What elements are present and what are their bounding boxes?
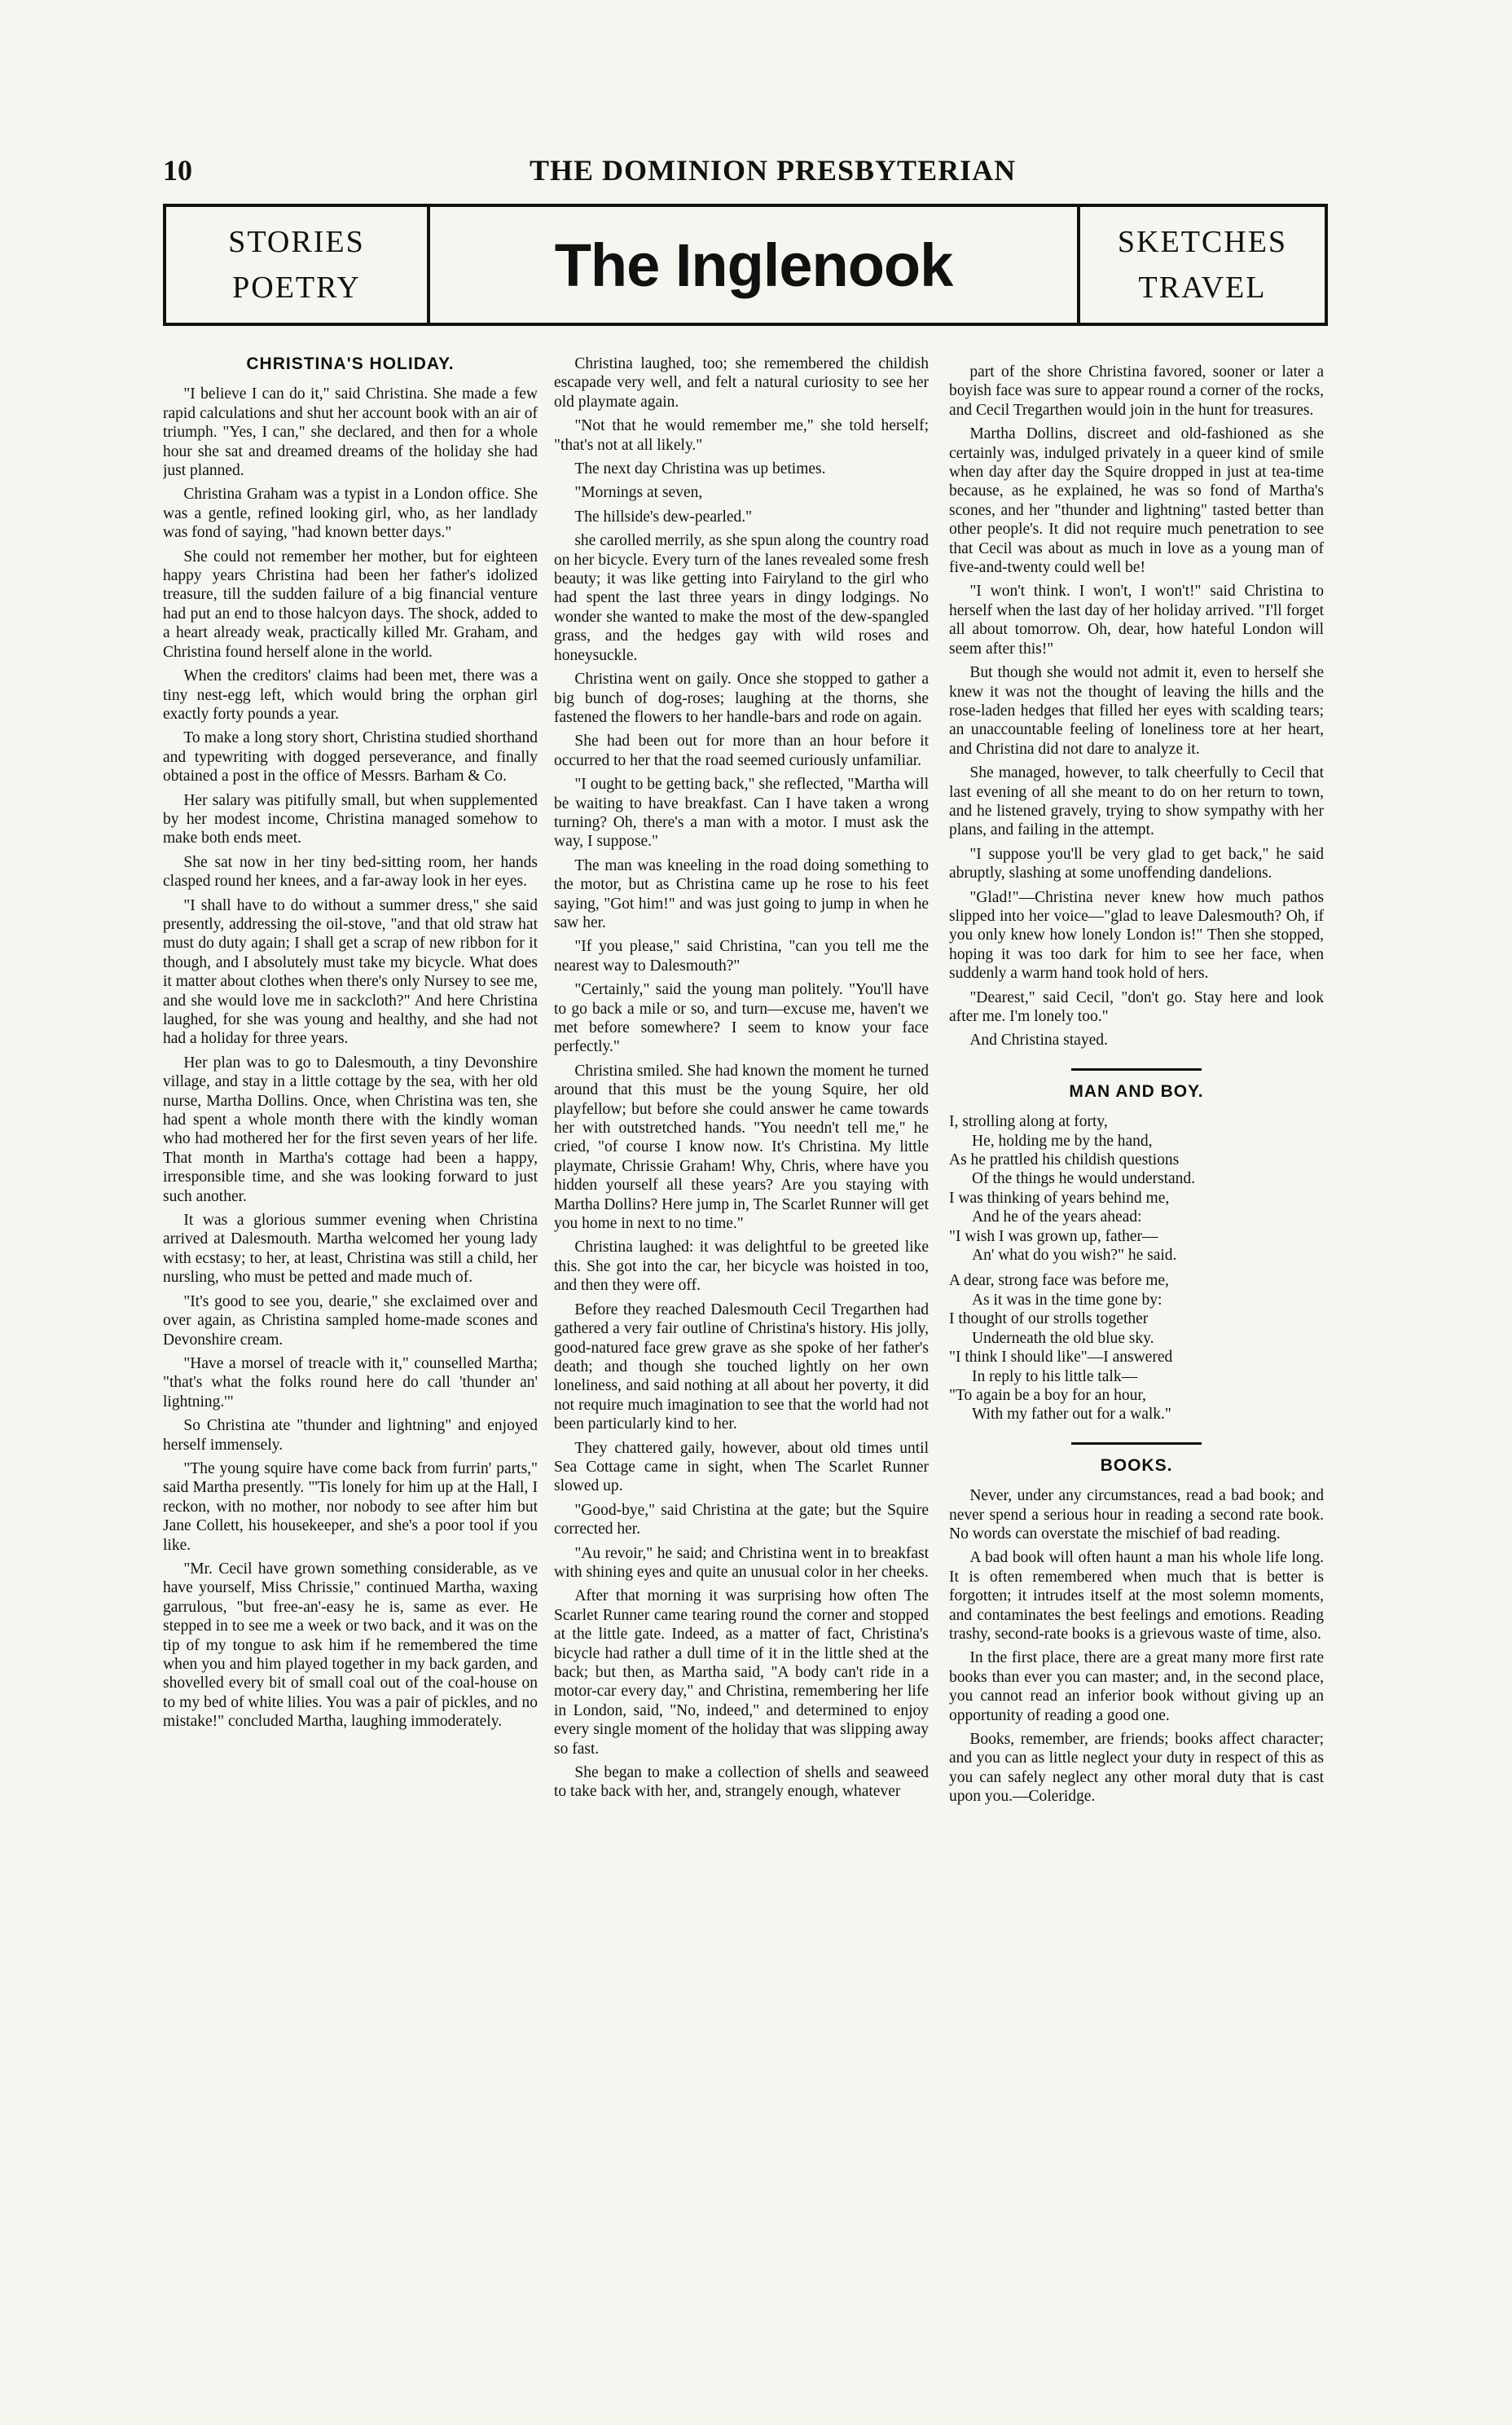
page-number: 10 <box>163 154 192 187</box>
paragraph: She began to make a collection of shells and seaweed to take back with her, and, strangely enough, whatever <box>554 1764 929 1801</box>
paragraph: "The young squire have come back from furrin' parts," said Martha presently. "'Tis lonely for him up at the Hall, I reckon, with no mother, nor nobody to see after him but Jane Collett, his housekeeper, and she's a poor tool if you like. <box>163 1459 538 1554</box>
poem-line: I, strolling along at forty, <box>949 1113 1108 1131</box>
poem-line: An' what do you wish?" he said. <box>972 1247 1177 1265</box>
poem-line: Of the things he would understand. <box>972 1170 1196 1188</box>
poem-line: "I wish I was grown up, father— <box>949 1227 1158 1245</box>
paragraph: A bad book will often haunt a man his whole life long. It is often remembered when much that is better is forgotten; it intrudes itself at the most solemn moments, and contaminates the best feelings and emotions. Reading trashy, second-rate books is a grievous waste of time, also. <box>949 1549 1324 1643</box>
paragraph: "It's good to see you, dearie," she exclaimed over and over again, as Christina sampled home-made scones and Devonshire cream. <box>163 1292 538 1349</box>
paragraph: So Christina ate "thunder and lightning" and enjoyed herself immensely. <box>163 1417 538 1454</box>
paragraph: "Have a morsel of treacle with it," counselled Martha; "that's what the folks round here do call 'thunder an' lightning.'" <box>163 1354 538 1411</box>
poem-line: As it was in the time gone by: <box>972 1291 1163 1309</box>
paragraph: Christina laughed: it was delightful to be greeted like this. She got into the car, her bicycle was hoisted in too, and then they were off. <box>554 1239 929 1295</box>
paragraph: After that morning it was surprising how often The Scarlet Runner came tearing round the corner and stopped at the little gate. Indeed, as a matter of fact, Christina's bicycle had rather a dull time of it in the little shed at the back; but then, as Martha said, "A body can't ride in a motor-car every day," and Christina, remembering her life in London, said, "No, indeed," and determined to enjoy every single moment of the holiday that was slipping away so fast. <box>554 1587 929 1758</box>
page-header <box>163 153 1328 202</box>
paragraph: "Good-bye," said Christina at the gate; but the Squire corrected her. <box>554 1501 929 1538</box>
poem-line: A dear, strong face was before me, <box>949 1272 1169 1290</box>
poem-line: In reply to his little talk— <box>972 1367 1138 1385</box>
article-heading: CHRISTINA'S HOLIDAY. <box>246 354 455 373</box>
article-heading: MAN AND BOY. <box>1069 1081 1204 1101</box>
poem-stanza <box>949 1271 1324 1424</box>
text-column-3 <box>949 363 1324 2229</box>
banner-left-box <box>166 207 430 323</box>
paragraph: "I ought to be getting back," she reflected, "Martha will be waiting to have breakfast. Can I have taken a wrong turning? Oh, there's a man with a motor. I must ask the way, I suppose." <box>554 776 929 851</box>
poem-line: He, holding me by the hand, <box>972 1132 1153 1150</box>
poem-line: "To again be a boy for an hour, <box>949 1386 1146 1404</box>
banner-right-box <box>1077 207 1325 323</box>
text-column-2 <box>554 354 929 2241</box>
paragraph: In the first place, there are a great many more first rate books than ever you can master; and, in the second place, you cannot read an inferior book without giving up an opportunity of reading a good one. <box>949 1649 1324 1724</box>
paragraph: "Glad!"—Christina never knew how much pathos slipped into her voice—"glad to leave Dalesmouth? Oh, if you only knew how lonely London is!" Then she stopped, hoping it was too dark for him to see her face, when suddenly a warm hand took hold of hers. <box>949 888 1324 983</box>
paragraph: But though she would not admit it, even to herself she knew it was not the thought of leaving the hills and the rose-laden hedges that filled her eyes with scalding tears; an unaccountable feeling of loneliness tore at her heart, and Christina did not dare to analyze it. <box>949 664 1324 758</box>
paragraph: "Dearest," said Cecil, "don't go. Stay here and look after me. I'm lonely too." <box>949 988 1324 1025</box>
banner-label-poetry: POETRY <box>232 271 361 305</box>
banner-label-travel: TRAVEL <box>1138 271 1267 305</box>
paragraph: She had been out for more than an hour before it occurred to her that the road seemed curiously unfamiliar. <box>554 733 929 769</box>
article-heading: BOOKS. <box>1100 1455 1173 1475</box>
paragraph: "Not that he would remember me," she told herself; "that's not at all likely." <box>554 417 929 454</box>
paragraph: Her plan was to go to Dalesmouth, a tiny Devonshire village, and stay in a little cottage by the sea, with her old nurse, Martha Dollins. Once, when Christina was ten, she had spent a whole month there with the kindly woman who had mothered her for the first seven years of her life. That month in Martha's cottage had been a happy, irresponsible time, and she was looking forward to just such another. <box>163 1054 538 1205</box>
paragraph: It was a glorious summer evening when Christina arrived at Dalesmouth. Martha welcomed her young lady with ecstasy; to her, at least, Christina was still a child, her nursling, who must be petted and made much of. <box>163 1212 538 1287</box>
paragraph: And Christina stayed. <box>969 1032 1108 1050</box>
paragraph: She could not remember her mother, but for eighteen happy years Christina had been her father's idolized treasure, till the sudden failure of a big financial venture had put an end to those halcyon days. The shock, added to a heart already weak, practically killed Mr. Graham, and Christina found herself alone in the world. <box>163 548 538 661</box>
poem-stanza <box>949 1112 1324 1265</box>
paragraph: "Certainly," said the young man politely. "You'll have to go back a mile or so, and turn—excuse me, haven't we met before somewhere? I seem to know your face perfectly." <box>554 981 929 1056</box>
paragraph: Books, remember, are friends; books affect character; and you can as little neglect your duty in respect of this as you can safely neglect any other moral duty that is cast upon you.—Coleridge. <box>949 1731 1324 1806</box>
poem-line: And he of the years ahead: <box>972 1208 1142 1226</box>
paragraph: The hillside's dew-pearled." <box>574 508 753 526</box>
paragraph: "Mr. Cecil have grown something considerable, as ve have yourself, Miss Chrissie," continued Martha, waxing garrulous, "but free-an'-easy he is, same as ever. He stepped in to see me a week or two back, and it was on the tip of my tongue to ask him if he remembered the time when you and him played together in my back garden, and shovelled every bit of small coal out of the coal-house on to my bed of white lilies. You was a pair of pickles, and no mistake!" concluded Martha, laughing immoderately. <box>163 1560 538 1731</box>
section-title: The Inglenook <box>554 231 953 299</box>
paragraph: Christina Graham was a typist in a London office. She was a gentle, refined looking girl, who, as her landlady was fond of saying, "had known better days." <box>163 486 538 542</box>
paragraph: "I suppose you'll be very glad to get back," he said abruptly, slashing at some unoffending dandelions. <box>949 845 1324 882</box>
banner-center <box>430 207 1077 323</box>
paragraph: They chattered gaily, however, about old times until Sea Cottage came in sight, when The Scarlet Runner slowed up. <box>554 1439 929 1495</box>
paragraph: "Mornings at seven, <box>574 484 703 502</box>
paragraph: part of the shore Christina favored, sooner or later a boyish face was sure to appear round a corner of the rocks, and Cecil Tregarthen would join in the hunt for treasures. <box>949 363 1324 419</box>
section-divider <box>1071 1442 1202 1445</box>
text-column-1 <box>163 354 538 2237</box>
poem-line: "I think I should like"—I answered <box>949 1349 1173 1367</box>
poem-line: With my father out for a walk." <box>972 1406 1171 1424</box>
banner-label-stories: STORIES <box>228 225 365 259</box>
paragraph: She managed, however, to talk cheerfully to Cecil that last evening of all she meant to do on her return to town, and he listened gravely, trying to show sympathy with her plans, and failing in the attempt. <box>949 764 1324 839</box>
paragraph: To make a long story short, Christina studied shorthand and typewriting with dogged perseverance, and finally obtained a post in the office of Messrs. Barham & Co. <box>163 729 538 786</box>
paragraph: Martha Dollins, discreet and old-fashioned as she certainly was, indulged privately in a queer kind of smile when day after day the Squire dropped in just at tea-time because, as he explained, he was so fond of Martha's scones, and her "thunder and lightning" tasted better than other people's. It did not require much penetration to see that Cecil was about as much in love as a young man of five-and-twenty could well be! <box>949 425 1324 577</box>
paragraph: The next day Christina was up betimes. <box>574 460 826 478</box>
section-banner <box>163 204 1328 326</box>
paragraph: She sat now in her tiny bed-sitting room, her hands clasped round her knees, and a far-away look in her eyes. <box>163 853 538 891</box>
paragraph: "I won't think. I won't, I won't!" said Christina to herself when the last day of her holiday arrived. "I'll forget all about tomorrow. Oh, dear, how hateful London will seem after this!" <box>949 583 1324 658</box>
poem-line: I thought of our strolls together <box>949 1310 1149 1328</box>
paragraph: "If you please," said Christina, "can you tell me the nearest way to Dalesmouth?" <box>554 938 929 975</box>
paragraph: she carolled merrily, as she spun along the country road on her bicycle. Every turn of the lanes revealed some fresh beauty; it was like getting into Fairyland to the girl who had spent the last three years in dingy lodgings. No wonder she wanted to make the most of the dew-spangled grass, and the hedges gay with wild roses and honeysuckle. <box>554 532 929 664</box>
paragraph: "Au revoir," he said; and Christina went in to breakfast with shining eyes and quite an unusual color in her cheeks. <box>554 1544 929 1581</box>
paragraph: Christina smiled. She had known the moment he turned around that this must be the young Squire, her old playfellow; but before she could answer he came towards her with outstretched hands. "You needn't tell me," he cried, "of course I know now. It's Christina. My little playmate, Chrissie Graham! Why, Chris, where have you hidden yourself all these years? Are you staying with Martha Dollins? Here jump in, The Scarlet Runner will get you home in next to no time." <box>554 1062 929 1233</box>
paragraph: When the creditors' claims had been met, there was a tiny nest-egg left, which would bring the orphan girl exactly forty pounds a year. <box>163 667 538 723</box>
paragraph: Never, under any circumstances, read a bad book; and never spend a serious hour in reading a second rate book. No words can overstate the mischief of bad reading. <box>949 1487 1324 1543</box>
paragraph: "I shall have to do without a summer dress," she said presently, addressing the oil-stove, "and that old straw hat must do duty again; I shall get a scrap of new ribbon for it though, and I absolutely must take my bicycle. What does it matter about clothes when there's only Nursey to see me, and she would love me in sackcloth?" And here Christina laughed, for she was young and healthy, and she had not had a holiday for three years. <box>163 896 538 1048</box>
poem-line: I was thinking of years behind me, <box>949 1189 1170 1207</box>
banner-label-sketches: SKETCHES <box>1117 225 1288 259</box>
paragraph: Her salary was pitifully small, but when supplemented by her modest income, Christina managed somehow to make both ends meet. <box>163 791 538 847</box>
paragraph: Before they reached Dalesmouth Cecil Tregarthen had gathered a very fair outline of Christina's history. His jolly, good-natured face grew grave as she spoke of her father's death; and though she touched lightly on her own loneliness, and said nothing at all about her poverty, it did not require much imagination to see that the world had not been particularly kind to her. <box>554 1301 929 1433</box>
section-divider <box>1071 1068 1202 1071</box>
paragraph: "I believe I can do it," said Christina. She made a few rapid calculations and shut her account book with an air of triumph. "Yes, I can," she declared, and then for a whole hour she sat and dreamed dreams of the holiday she had just planned. <box>163 385 538 480</box>
paragraph: Christina went on gaily. Once she stopped to gather a big bunch of dog-roses; laughing at the thorns, she fastened the flowers to her handle-bars and rode on again. <box>554 671 929 726</box>
paragraph: The man was kneeling in the road doing something to the motor, but as Christina came up he rose to his feet saying, "Got him!" and was just going to jump in when he saw her. <box>554 856 929 931</box>
paragraph: Christina laughed, too; she remembered the childish escapade very well, and felt a natural curiosity to see her old playmate again. <box>554 355 929 411</box>
journal-title: THE DOMINION PRESBYTERIAN <box>530 154 1017 187</box>
poem-line: Underneath the old blue sky. <box>972 1329 1154 1347</box>
poem-line: As he prattled his childish questions <box>949 1151 1180 1169</box>
